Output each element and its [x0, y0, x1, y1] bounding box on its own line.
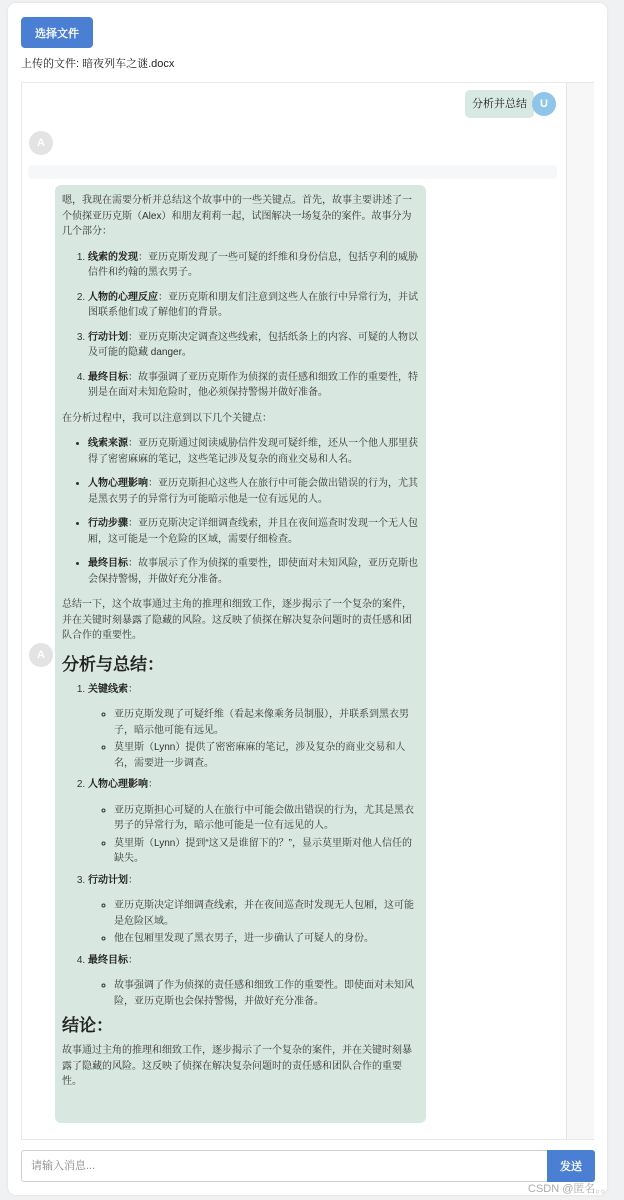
story-part-item: [88, 370, 419, 401]
key-point-item: [88, 556, 419, 587]
key-point-item-text: ：亚历克斯担心这些人在旅行中可能会做出错误的行为，尤其是黑衣男子的异常行为可能暗示他是一位有远见的人。: [88, 478, 418, 505]
analysis-section-label: 人物心理影响: [88, 779, 148, 790]
story-part-item-label: 最终目标: [88, 371, 128, 383]
analysis-subitem: ◦ 故事强调了作为侦探的责任感和细致工作的重要性。即使面对未知风险，亚历克斯也会保持警惕，并做好充分准备。: [114, 978, 419, 1009]
analysis-section-colon: ：: [128, 954, 138, 966]
key-point-item-text: ：亚历克斯通过阅读威胁信件发现可疑纤维，还从一个他人那里获得了密密麻麻的笔记，这些笔记涉及复杂的商业交易和人名。: [88, 438, 418, 465]
assistant-message-bubble: [55, 185, 426, 1123]
analysis-section-label: 行动计划: [88, 874, 128, 886]
uploaded-file-label: 上传的文件: 暗夜列车之谜.docx: [21, 58, 175, 70]
analysis-subitems: [88, 898, 419, 947]
response-intro: 嗯，我现在需要分析并总结这个故事中的一些关键点。首先，故事主要讲述了一个侦探亚历克斯（Alex）和朋友莉莉一起，试图解决一场复杂的案件。故事分为几个部分：: [62, 195, 412, 237]
assistant-avatar: A: [29, 643, 53, 667]
key-point-item-label: 人物心理影响: [88, 478, 148, 489]
key-point-item-label: 最终目标: [88, 558, 128, 569]
analysis-section-colon: ：: [128, 874, 138, 886]
conclusion-text: 故事通过主角的推理和细致工作，逐步揭示了一个复杂的案件，并在关键时刻暴露了隐藏的风险。这反映了侦探在解决复杂问题时的责任感和团队合作的重要性。: [62, 1045, 412, 1087]
key-point-item: [88, 516, 419, 547]
analysis-section-colon: ：: [128, 683, 138, 695]
analysis-subitem: ◦ 莫里斯（Lynn）提供了密密麻麻的笔记，涉及复杂的商业交易和人名，需要进一步调查。: [114, 740, 419, 771]
analysis-section-label: 最终目标: [88, 954, 128, 966]
analysis-subitem: ◦ 他在包厢里发现了黑衣男子，进一步确认了可疑人的身份。: [114, 931, 419, 947]
analysis-subitems: [88, 978, 419, 1009]
key-point-item-text: ：故事展示了作为侦探的重要性，即使面对未知风险，亚历克斯也会保持警惕，并做好充分准备。: [88, 558, 418, 585]
analysis-subitems: [88, 707, 419, 771]
response-transition: 在分析过程中，我可以注意到以下几个关键点：: [62, 412, 272, 424]
story-part-item-label: 人物的心理反应: [88, 291, 158, 303]
watermark: CSDN @匿名。。: [528, 1183, 612, 1195]
user-message-bubble: 分析并总结: [465, 90, 534, 118]
assistant-avatar: A: [29, 131, 53, 155]
analysis-section-colon: ：: [148, 779, 158, 790]
chat-scrollbar[interactable]: [566, 83, 594, 1139]
analysis-subitems: [88, 803, 419, 867]
analysis-section: [88, 873, 419, 947]
key-point-item-label: 线索来源: [88, 438, 128, 449]
story-parts-list: [62, 250, 419, 401]
analysis-section: [88, 682, 419, 772]
choose-file-button[interactable]: 选择文件: [21, 17, 93, 48]
analysis-list: [62, 682, 419, 1010]
story-part-item-label: 线索的发现: [88, 251, 138, 263]
analysis-section: [88, 777, 419, 867]
story-part-item-text: ：故事强调了亚历克斯作为侦探的责任感和细致工作的重要性，特别是在面对未知危险时，他必须保持警惕并做好准备。: [88, 371, 418, 398]
story-part-item-text: ：亚历克斯发现了一些可疑的纤维和身份信息，包括亨利的威胁信件和约翰的黑衣男子。: [88, 251, 418, 278]
send-button[interactable]: 发送: [547, 1150, 595, 1182]
user-avatar: U: [532, 92, 556, 116]
key-points-list: [62, 436, 419, 587]
key-point-item-text: ：亚历克斯决定详细调查线索，并且在夜间巡查时发现一个无人包厢，这可能是一个危险的区域，需要仔细检查。: [88, 518, 418, 545]
story-part-item: [88, 290, 419, 321]
analysis-section-label: 关键线索: [88, 683, 128, 695]
analysis-subitem: ◦ 亚历克斯发现了可疑纤维（看起来像乘务员制服），并联系到黑衣男子，暗示他可能有远见。: [114, 707, 419, 738]
message-input[interactable]: [21, 1150, 548, 1182]
analysis-subitem: ◦ 亚历克斯担心可疑的人在旅行中可能会做出错误的行为，尤其是黑衣男子的异常行为，暗示他可能是一位有远见的人。: [114, 803, 419, 834]
story-part-item: [88, 250, 419, 281]
analysis-subitem: ◦ 亚历克斯决定详细调查线索，并在夜间巡查时发现无人包厢，这可能是危险区域。: [114, 898, 419, 929]
story-part-item-text: ：亚历克斯决定调查这些线索，包括纸条上的内容、可疑的人物以及可能的隐藏 danger。: [88, 331, 418, 358]
story-part-item-text: ：亚历克斯和朋友们注意到这些人在旅行中异常行为，并试图联系他们或了解他们的背景。: [88, 291, 418, 318]
analysis-subitem: ◦ 莫里斯（Lynn）提到“这又是谁留下的？”，显示莫里斯对他人信任的缺失。: [114, 836, 419, 867]
story-part-item: [88, 330, 419, 361]
key-point-item: [88, 436, 419, 467]
analysis-heading: 分析与总结：: [62, 654, 164, 674]
story-part-item-label: 行动计划: [88, 331, 128, 343]
analysis-section: [88, 953, 419, 1010]
empty-assistant-bubble: [28, 165, 557, 179]
response-summary: 总结一下，这个故事通过主角的推理和细致工作，逐步揭示了一个复杂的案件，并在关键时刻暴露了隐藏的风险。这反映了侦探在解决复杂问题时的责任感和团队合作的重要性。: [62, 599, 412, 641]
key-point-item-label: 行动步骤: [88, 518, 128, 529]
conclusion-heading: 结论：: [62, 1016, 113, 1035]
key-point-item: [88, 476, 419, 507]
